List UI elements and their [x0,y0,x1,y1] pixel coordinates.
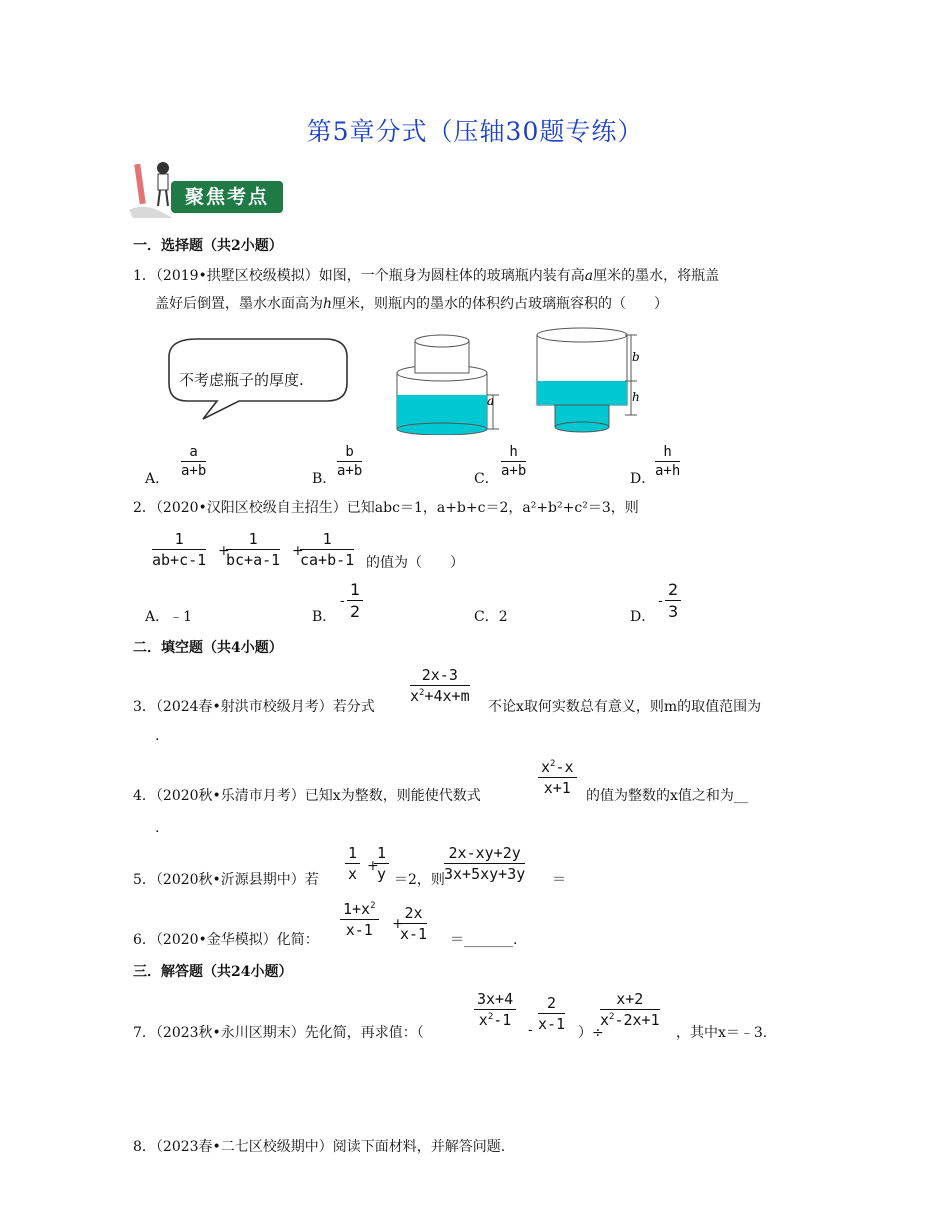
page-title: 第5章分式（压轴30题专练） [306,117,644,146]
frac-den: x [348,865,358,883]
q3-fraction [410,666,470,705]
frac-num: h [655,444,680,462]
q2-option-a[interactable]: A．﹣1 [145,609,193,625]
q1-option-a-label[interactable]: A． [145,471,170,487]
q2-plus-1: + [218,543,230,559]
q7-fraction-3 [600,990,660,1029]
q1-text-c: 盖好后倒置，墨水水面高为 [155,296,323,312]
frac-den: $x^2+4x+m$ [410,687,470,705]
q2-option-d-sign: - [658,593,663,609]
q1-text-a: 1．（2019•拱墅区校级模拟）如图，一个瓶身为圆柱体的玻璃瓶内装有高 [133,268,585,284]
q7-suffix: ，其中x＝﹣3. [676,1025,768,1041]
q1-option-b-fraction [337,444,362,479]
frac-den: 3 [668,602,679,621]
focus-banner [125,158,287,220]
frac-den: $x^2-2x+1$ [600,1011,660,1029]
frac-num: 2x-xy+2y [444,844,525,864]
q6-prefix: 6．（2020•金华模拟）化简： [133,932,319,948]
q6-suffix: ＝_______. [450,932,518,948]
frac-num: 1 [226,530,280,550]
q3-line-2: . [155,728,160,744]
frac-den: y [377,865,387,883]
q6-fraction-2 [400,904,427,943]
frac-den: a+b [337,463,363,479]
q4-fraction [538,758,577,797]
q5-prefix: 5．（2020秋•沂源县期中）若 [133,872,319,888]
frac-num: 1 [345,844,360,864]
frac-num: 2x-3 [410,666,470,686]
q3-prefix: 3．（2024春•射洪市校级月考）若分式 [133,699,375,715]
frac-den: a+b [501,463,527,479]
frac-den: x-1 [345,921,373,939]
q7-fraction-2 [538,994,565,1033]
frac-num: 1 [300,530,354,550]
frac-num: 2 [665,580,681,601]
q1-var-a: a [584,268,594,284]
q2-option-c[interactable]: C．2 [474,609,508,625]
q5-fraction-2 [374,844,389,883]
q2-fraction-3 [300,530,354,569]
q7-fraction-1 [474,990,516,1029]
q4-line-2: . [155,820,160,836]
frac-num: 2 [538,994,565,1014]
frac-den: x-1 [538,1015,566,1033]
q7-prefix: 7．（2023秋•永川区期末）先化简，再求值：（ [133,1025,424,1041]
frac-den: bc+a-1 [226,551,281,569]
q2-fraction-2 [226,530,280,569]
frac-num: x+2 [600,990,660,1010]
q2-option-b-sign: - [340,593,345,609]
q2-option-b-label[interactable]: B． [312,609,337,625]
q7-divide: ）÷ [578,1025,604,1041]
section-heading-fill: 二．填空题（共4小题） [133,640,283,656]
q1-option-b-label[interactable]: B． [312,471,337,487]
speech-bubble-text: 不考虑瓶子的厚度. [179,371,304,389]
bottle-figure [157,327,657,435]
frac-num: 1 [374,844,389,864]
q1-option-c-fraction [501,444,526,479]
question-1-line-2 [155,294,668,314]
q2-fraction-1 [152,530,206,569]
q2-plus-2: + [292,543,304,559]
frac-den: $x^2-1$ [478,1011,512,1029]
frac-num: $x^2-x$ [538,758,577,778]
q1-option-a-fraction [181,444,206,479]
q1-option-d-fraction [655,444,680,479]
q2-option-d-fraction [665,580,681,621]
fig-label-h: h [632,390,640,404]
q4-prefix: 4．（2020秋•乐清市月考）已知x为整数，则能使代数式 [133,788,481,804]
question-2-line-1: 2．（2020•汉阳区校级自主招生）已知abc＝1，a+b+c＝2，a²+b²+c²＝3，则 [133,500,639,516]
frac-num: 1 [152,530,206,550]
q4-suffix: 的值为整数的x值之和为__ [586,788,748,804]
q5-suffix: ＝ [552,872,566,888]
section-heading-answer: 三．解答题（共24小题） [133,964,293,980]
question-1-line-1 [133,266,719,286]
q3-suffix: 不论x取何实数总有意义，则m的取值范围为 [488,699,762,715]
fig-label-a: a [487,394,495,408]
q1-text-d: 厘米，则瓶内的墨水的体积约占玻璃瓶容积的（ ） [332,296,669,312]
frac-den: x+1 [543,779,571,797]
frac-den: ab+c-1 [152,551,207,569]
frac-den: 2 [350,602,361,621]
q2-option-d-label[interactable]: D． [630,609,656,625]
focus-banner-label: 聚焦考点 [171,181,283,213]
q6-fraction-1 [340,900,379,939]
frac-num: 1 [347,580,363,601]
q2-tail: 的值为（ ） [366,555,464,571]
frac-den: 3x+5xy+3y [444,865,526,883]
q1-var-h: h [323,296,333,312]
frac-num: $1+x^2$ [340,900,379,920]
section-heading-choice: 一．选择题（共2小题） [133,238,283,254]
frac-den: ca+b-1 [300,551,355,569]
fig-label-b: b [632,350,640,364]
q1-text-b: 厘米的墨水，将瓶盖 [593,268,720,284]
question-8: 8．（2023春•二七区校级期中）阅读下面材料，并解答问题. [133,1139,506,1155]
frac-den: a+b [181,463,207,479]
q1-option-c-label[interactable]: C． [474,471,499,487]
frac-num: h [501,444,526,462]
frac-den: a+h [655,463,681,479]
frac-num: a [181,444,206,462]
frac-num: 3x+4 [474,990,516,1010]
frac-den: x-1 [400,925,428,943]
q5-fraction-1 [345,844,360,883]
q7-minus: - [528,1022,533,1038]
q5-middle: ＝2，则 [394,872,445,888]
q2-option-b-fraction [347,580,363,621]
q6-plus: + [392,916,404,932]
q1-option-d-label[interactable]: D． [630,471,656,487]
frac-num: 2x [400,904,427,924]
q5-plus: + [367,858,379,874]
frac-num: b [337,444,362,462]
q5-fraction-3 [444,844,525,883]
